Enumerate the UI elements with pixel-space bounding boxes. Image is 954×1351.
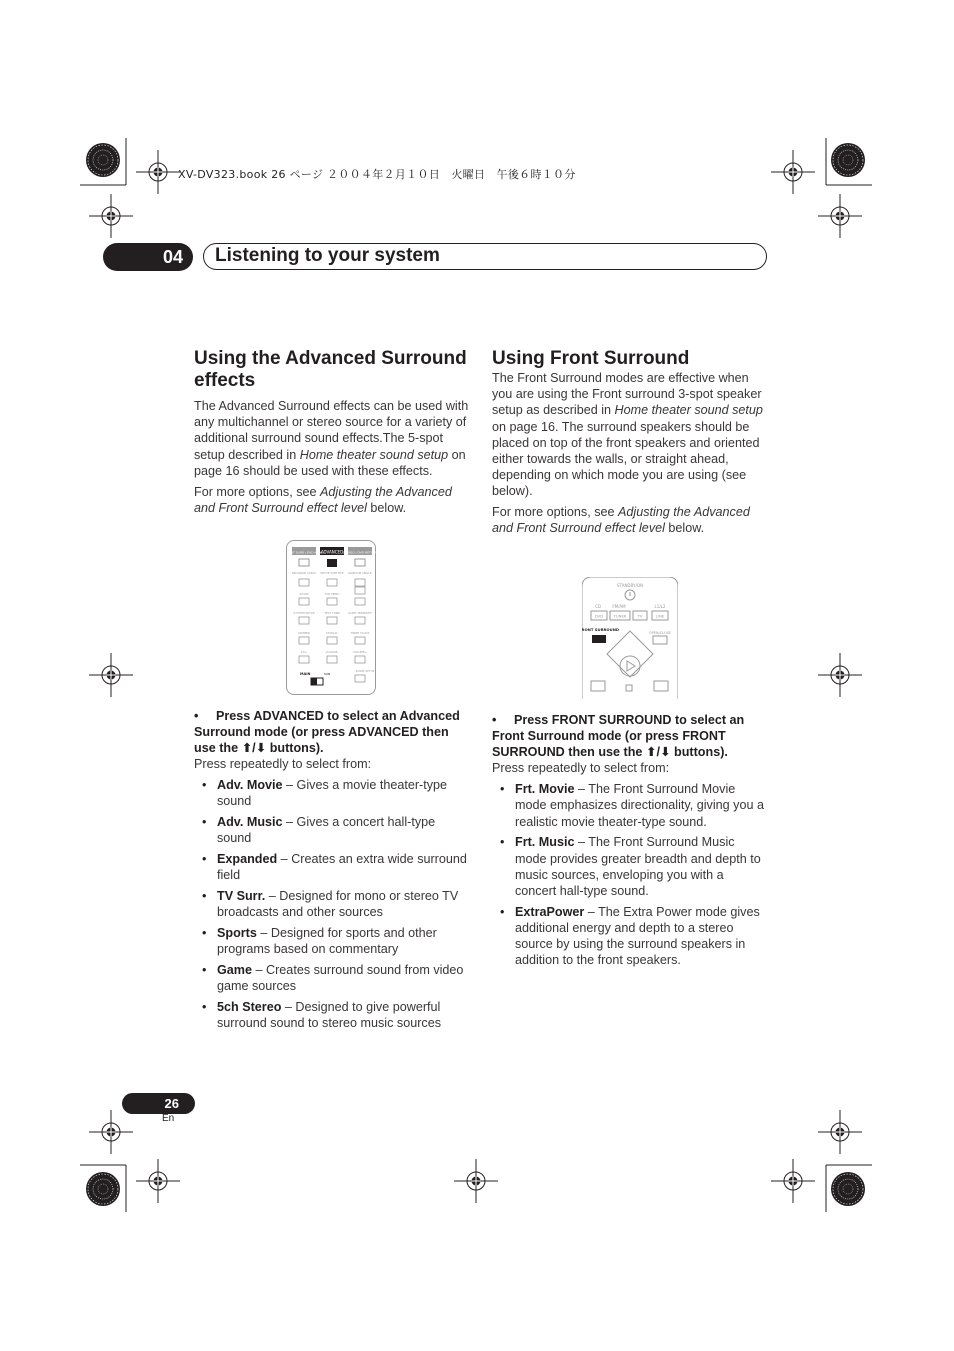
advanced-more-text-end: below. bbox=[366, 501, 407, 516]
mode-description: – Gives a movie theater-type sound bbox=[217, 778, 448, 809]
section-heading-advanced: Using the Advanced Surround effects bbox=[194, 348, 467, 391]
list-item bbox=[492, 834, 768, 899]
label-test-tone: TEST TONE bbox=[324, 611, 340, 615]
advanced-intro-text-end: on page 16 should be used with these effects. bbox=[194, 447, 466, 478]
stereo-label: STEREO / DVD RETURN bbox=[342, 550, 377, 555]
front-mode-list bbox=[492, 781, 768, 968]
front-surr-label: FRONT SURR / DVD MENU bbox=[287, 550, 324, 555]
mode-name: Game bbox=[217, 963, 253, 978]
list-item bbox=[194, 851, 470, 883]
mode-description: – The Front Surround Movie mode emphasizes directionality, giving you a realistic movie theater-type sound. bbox=[515, 782, 764, 829]
label-dimmer: DIMMER bbox=[298, 631, 310, 635]
mode-name: TV Surr. bbox=[217, 889, 266, 904]
label-program: PROGRAM AUDIO bbox=[291, 571, 317, 575]
label-timer: TIMER CLOCK bbox=[350, 631, 370, 635]
list-item bbox=[492, 904, 768, 969]
section-heading-front: Using Front Surround bbox=[492, 348, 690, 369]
list-item bbox=[194, 962, 470, 994]
mode-description: – The Front Surround Music mode provides greater breadth and depth to music sources, enveloping you with a concert hall-type sound. bbox=[515, 835, 761, 899]
advanced-more-ref: Adjusting the Advanced and Front Surround effect level bbox=[194, 485, 452, 516]
front-more-text-end: below. bbox=[664, 520, 705, 535]
bullet-icon: • bbox=[194, 709, 199, 723]
list-item bbox=[194, 999, 470, 1031]
mode-name: ExtraPower bbox=[515, 904, 585, 919]
label-room-setup: ROOM SETUP bbox=[355, 669, 375, 673]
front-repeat: Press repeatedly to select from: bbox=[492, 761, 670, 775]
front-surround-label: FRONT SURROUND bbox=[582, 627, 620, 632]
list-item bbox=[194, 777, 470, 809]
front-instruction bbox=[492, 712, 768, 760]
label-quiet: QUIET MIDNIGHT bbox=[348, 611, 372, 615]
mode-name: Frt. Music bbox=[515, 835, 575, 850]
tv-button: TV bbox=[637, 613, 643, 619]
mode-description: – Creates an extra wide surround field bbox=[217, 852, 467, 883]
label-ch: CH+ bbox=[300, 650, 308, 654]
chapter-number: 04 bbox=[103, 243, 193, 271]
l1l2-label: L1/L2 bbox=[654, 604, 666, 609]
advanced-intro-ref: Home theater sound setup bbox=[299, 447, 449, 462]
mode-description: – The Extra Power mode gives additional energy and depth to a stereo source by using the surround speakers in addition to the front speakers. bbox=[515, 904, 760, 968]
page-language: En bbox=[162, 1113, 175, 1124]
mode-name: Sports bbox=[217, 926, 257, 941]
left-section bbox=[194, 348, 470, 516]
label-volume-down: VOLUME- bbox=[325, 650, 339, 654]
label-setup: SETUP SUBTITLE bbox=[320, 571, 344, 575]
list-item bbox=[194, 814, 470, 846]
mode-description: – Gives a concert hall-type sound bbox=[217, 815, 436, 846]
mode-name: Adv. Music bbox=[217, 815, 283, 830]
line-button: LINE bbox=[655, 613, 665, 619]
label-volume-up: VOLUME+ bbox=[352, 650, 368, 654]
cd-label: CD bbox=[595, 604, 601, 609]
page-number: 26 bbox=[122, 1093, 195, 1114]
front-more-text: For more options, see bbox=[492, 504, 618, 519]
front-panel-illustration bbox=[582, 577, 678, 699]
front-instruction-text: Press FRONT SURROUND to select an Front Surround mode (or press FRONT SURROUND then use the ⬆/⬇ buttons). bbox=[492, 713, 745, 759]
front-intro-text-end: on page 16. The surround speakers should be placed on top of the front speakers and oriented either towards the walls, or straight ahead, depending on which mode you are using (see below). bbox=[492, 419, 760, 499]
mode-description: – Designed for mono or stereo TV broadcasts and other sources bbox=[217, 889, 459, 920]
advanced-mode-list bbox=[194, 777, 470, 1031]
front-intro bbox=[492, 370, 768, 500]
chapter-title: Listening to your system bbox=[215, 245, 440, 266]
advanced-button-label: ADVANCED bbox=[320, 549, 344, 555]
front-more-options bbox=[492, 504, 768, 536]
advanced-more-options bbox=[194, 484, 470, 516]
standby-label: STANDBY/ON bbox=[617, 583, 643, 588]
advanced-intro-text: The Advanced Surround effects can be used with any multichannel or stereo source for a variety of additional surround sound effects.The 5-spot setup described in bbox=[194, 399, 469, 462]
mode-name: Expanded bbox=[217, 852, 278, 867]
mode-name: 5ch Stereo bbox=[217, 1000, 282, 1015]
print-header: XV-DV323.book 26 ページ ２００４年２月１０日 火曜日 午後６時１０分 bbox=[178, 168, 576, 181]
front-panel-drawing bbox=[582, 577, 678, 699]
open-close-label: OPEN/CLOSE bbox=[648, 631, 672, 635]
remote-control-illustration bbox=[286, 540, 376, 695]
advanced-more-text: For more options, see bbox=[194, 485, 320, 500]
label-display: DISPLAY bbox=[326, 631, 338, 635]
front-more-ref: Adjusting the Advanced and Front Surround effect level bbox=[492, 504, 750, 535]
advanced-intro bbox=[194, 398, 470, 479]
label-sub: SUB bbox=[324, 672, 331, 676]
dvd-button: DVD bbox=[594, 613, 604, 619]
right-section bbox=[492, 348, 768, 536]
label-system-setup: SYSTEM SETUP bbox=[293, 611, 315, 615]
mode-description: – Designed to give powerful surround sound to stereo music sources bbox=[217, 1000, 442, 1031]
tuner-button: TUNER bbox=[613, 613, 627, 619]
front-intro-ref: Home theater sound setup bbox=[614, 403, 763, 418]
advanced-instruction bbox=[194, 708, 470, 756]
remote-control-drawing bbox=[287, 541, 377, 696]
front-instructions bbox=[492, 712, 768, 973]
mode-name: Adv. Movie bbox=[217, 778, 283, 793]
advanced-instructions bbox=[194, 708, 470, 1036]
label-main: MAIN bbox=[300, 672, 311, 676]
advanced-instruction-text: Press ADVANCED to select an Advanced Surround mode (or press ADVANCED then use the ⬆/⬇ buttons). bbox=[194, 709, 460, 755]
bullet-icon: • bbox=[492, 713, 497, 727]
label-top-menu: TOP MENU bbox=[324, 592, 340, 596]
list-item bbox=[194, 925, 470, 957]
mode-description: – Creates surround sound from video game sources bbox=[217, 963, 464, 994]
label-random: RANDOM ANGLE bbox=[348, 571, 372, 575]
front-intro-text: The Front Surround modes are effective when you are using the Front surround 3-spot speaker setup as described in bbox=[492, 371, 762, 418]
mode-name: Frt. Movie bbox=[515, 782, 575, 797]
list-item bbox=[194, 888, 470, 920]
fmam-label: FM/AM bbox=[612, 604, 626, 609]
list-item bbox=[492, 781, 768, 830]
label-zoom: ZOOM bbox=[299, 592, 309, 596]
advanced-repeat: Press repeatedly to select from: bbox=[194, 757, 372, 771]
mode-description: – Designed for sports and other programs based on commentary bbox=[217, 926, 437, 957]
